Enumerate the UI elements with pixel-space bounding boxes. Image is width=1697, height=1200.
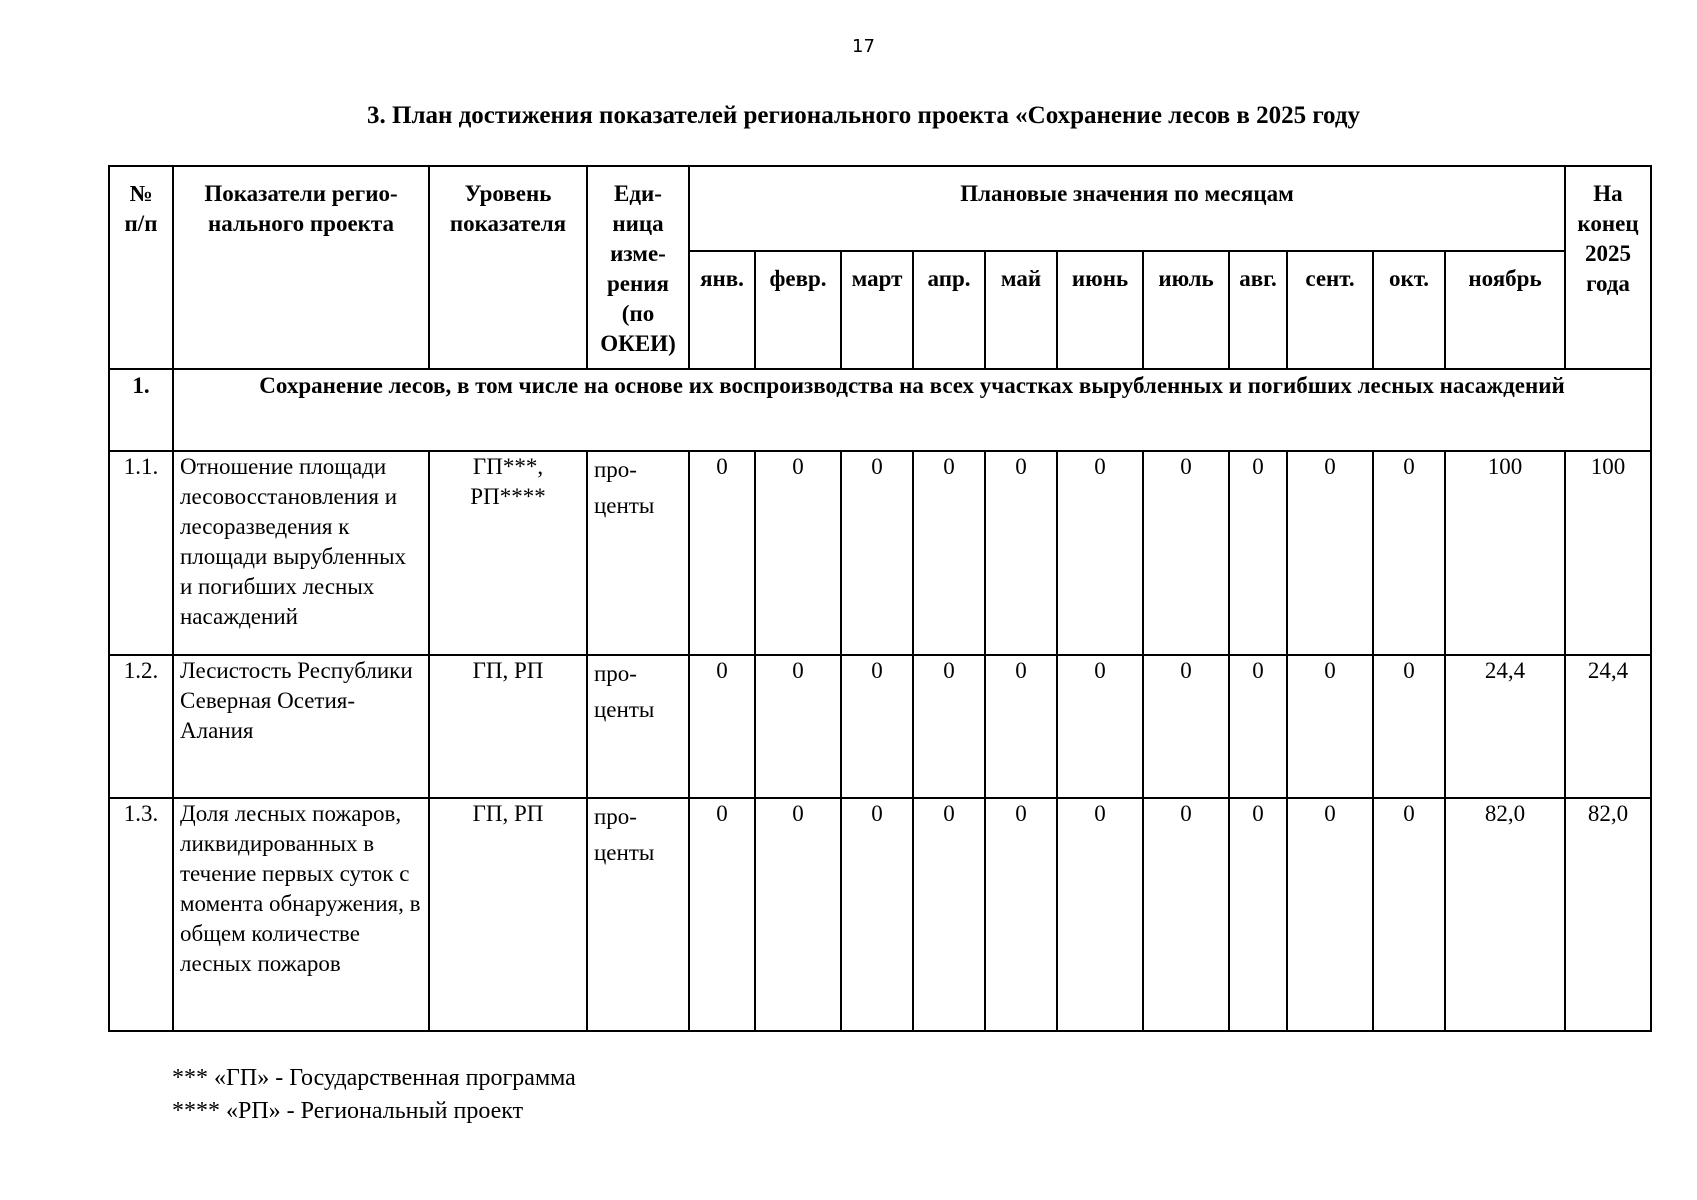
footnote-rp: **** «РП» - Региональный проект bbox=[172, 1098, 524, 1124]
row-indicator: Отношение площади лесовосстановления и лесоразведения к площади вырубленных и погибших лесных насаждений bbox=[173, 451, 429, 655]
row-level: ГП, РП bbox=[429, 655, 587, 798]
header-month: июнь bbox=[1057, 251, 1143, 369]
row-unit: про-центы bbox=[587, 798, 689, 1031]
row-month-value: 0 bbox=[1373, 655, 1445, 798]
header-month: апр. bbox=[913, 251, 985, 369]
row-month-value: 0 bbox=[1143, 798, 1229, 1031]
row-month-value: 82,0 bbox=[1445, 798, 1565, 1031]
row-month-value: 0 bbox=[1373, 798, 1445, 1031]
header-month: сент. bbox=[1287, 251, 1373, 369]
row-month-value: 0 bbox=[841, 798, 913, 1031]
row-month-value: 0 bbox=[913, 798, 985, 1031]
row-month-value: 0 bbox=[1143, 451, 1229, 655]
row-month-value: 0 bbox=[1057, 451, 1143, 655]
row-unit: про-центы bbox=[587, 451, 689, 655]
row-month-value: 0 bbox=[913, 451, 985, 655]
row-num: 1.1. bbox=[109, 451, 173, 655]
row-num: 1.3. bbox=[109, 798, 173, 1031]
table-row bbox=[109, 655, 1651, 798]
row-unit: про-центы bbox=[587, 655, 689, 798]
header-month: март bbox=[841, 251, 913, 369]
row-month-value: 0 bbox=[1287, 798, 1373, 1031]
row-month-value: 0 bbox=[1287, 655, 1373, 798]
header-month: май bbox=[985, 251, 1057, 369]
row-indicator: Доля лесных пожаров, ликвидированных в течение первых суток с момента обнаружения, в общем количестве лесных пожаров bbox=[173, 798, 429, 1031]
row-month-value: 0 bbox=[689, 655, 755, 798]
row-month-value: 0 bbox=[689, 451, 755, 655]
indicators-plan-table bbox=[108, 165, 1652, 1032]
row-month-value: 0 bbox=[1229, 798, 1287, 1031]
document-title: 3. План достижения показателей регионального проекта «Сохранение лесов в 2025 году bbox=[367, 102, 1360, 129]
header-num: № п/п bbox=[109, 166, 173, 369]
row-level: ГП***, РП**** bbox=[429, 451, 587, 655]
row-month-value: 0 bbox=[913, 655, 985, 798]
row-month-value: 0 bbox=[985, 798, 1057, 1031]
page-number: 17 bbox=[852, 36, 875, 57]
row-month-value: 0 bbox=[1229, 655, 1287, 798]
header-month: янв. bbox=[689, 251, 755, 369]
row-end-value: 100 bbox=[1565, 451, 1651, 655]
table-row bbox=[109, 451, 1651, 655]
row-month-value: 0 bbox=[755, 655, 841, 798]
row-indicator: Лесистость Республики Северная Осетия-Алания bbox=[173, 655, 429, 798]
row-end-value: 24,4 bbox=[1565, 655, 1651, 798]
row-month-value: 0 bbox=[1373, 451, 1445, 655]
row-num: 1.2. bbox=[109, 655, 173, 798]
header-row-top bbox=[109, 166, 1651, 251]
row-month-value: 0 bbox=[985, 451, 1057, 655]
row-month-value: 0 bbox=[985, 655, 1057, 798]
row-level: ГП, РП bbox=[429, 798, 587, 1031]
row-month-value: 0 bbox=[755, 798, 841, 1031]
section-num: 1. bbox=[109, 369, 173, 451]
row-month-value: 0 bbox=[841, 451, 913, 655]
footnotes bbox=[172, 1062, 576, 1128]
table-row bbox=[109, 798, 1651, 1031]
footnote-gp: *** «ГП» - Государственная программа bbox=[172, 1065, 576, 1091]
header-month: июль bbox=[1143, 251, 1229, 369]
row-month-value: 0 bbox=[1287, 451, 1373, 655]
row-month-value: 24,4 bbox=[1445, 655, 1565, 798]
header-month: окт. bbox=[1373, 251, 1445, 369]
row-month-value: 0 bbox=[1229, 451, 1287, 655]
row-month-value: 100 bbox=[1445, 451, 1565, 655]
section-title: Сохранение лесов, в том числе на основе их воспроизводства на всех участках вырубленных и погибших лесных насаждений bbox=[173, 369, 1651, 451]
row-month-value: 0 bbox=[1057, 798, 1143, 1031]
row-month-value: 0 bbox=[755, 451, 841, 655]
header-level: Уровень показателя bbox=[429, 166, 587, 369]
header-planned-by-month: Плановые значения по месяцам bbox=[689, 166, 1565, 251]
header-unit: Еди-ница изме-рения (по ОКЕИ) bbox=[587, 166, 689, 369]
row-month-value: 0 bbox=[1057, 655, 1143, 798]
row-end-value: 82,0 bbox=[1565, 798, 1651, 1031]
header-month: ноябрь bbox=[1445, 251, 1565, 369]
row-month-value: 0 bbox=[1143, 655, 1229, 798]
header-month: февр. bbox=[755, 251, 841, 369]
header-month: авг. bbox=[1229, 251, 1287, 369]
row-month-value: 0 bbox=[689, 798, 755, 1031]
row-month-value: 0 bbox=[841, 655, 913, 798]
header-indicator: Показатели регио-нального проекта bbox=[173, 166, 429, 369]
header-end-of-year: На конец 2025 года bbox=[1565, 166, 1651, 369]
section-row bbox=[109, 369, 1651, 451]
